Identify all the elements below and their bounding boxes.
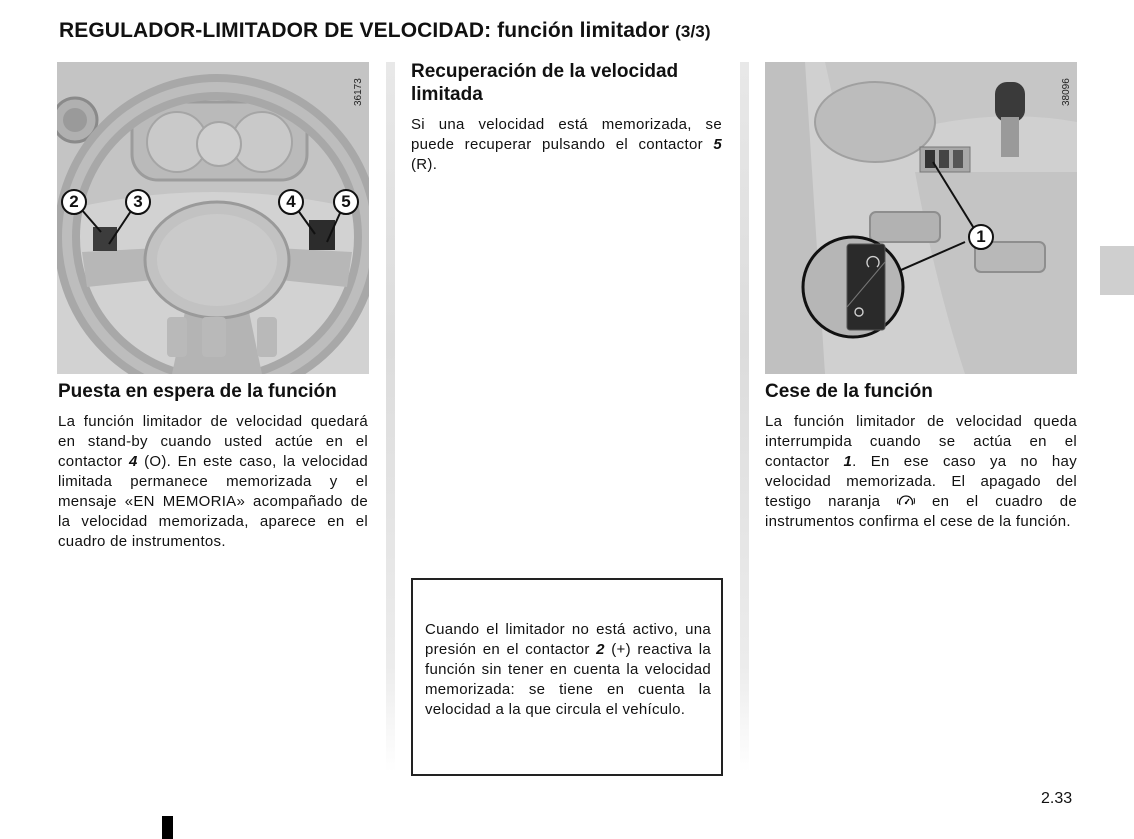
callout-1: 1 bbox=[968, 224, 994, 250]
recovery-section bbox=[411, 60, 722, 175]
standby-heading: Puesta en espera de la función bbox=[58, 381, 337, 402]
recovery-heading: Recuperación de la velocidad limitada bbox=[411, 61, 679, 105]
column-divider-right bbox=[740, 62, 749, 772]
page-title bbox=[59, 19, 711, 43]
contactor-4-ref: 4 bbox=[128, 453, 138, 470]
print-mark bbox=[162, 816, 173, 839]
steering-wheel-figure bbox=[57, 62, 369, 374]
column-divider-left bbox=[386, 62, 395, 772]
standby-section bbox=[58, 380, 368, 552]
callout-2: 2 bbox=[61, 189, 87, 215]
chapter-tab bbox=[1100, 246, 1134, 295]
contactor-2-ref: 2 bbox=[596, 641, 605, 658]
standby-text: La función limitador de velocidad quedará en stand-by cuando usted actúe en el contactor 4 (O). En este caso, la velocidad limitada permanece memorizada y el mensaje «EN MEMORIA» acompañado de la velocidad memorizada, aparece en el cuadro de instrumentos. bbox=[58, 413, 368, 550]
page-title-text: REGULADOR-LIMITADOR DE VELOCIDAD: función limitador bbox=[59, 19, 670, 42]
figure-number: 36173 bbox=[353, 78, 364, 106]
stop-heading: Cese de la función bbox=[765, 381, 933, 402]
speed-limiter-warning-icon bbox=[897, 494, 915, 508]
callout-5: 5 bbox=[333, 189, 359, 215]
figure-number: 38096 bbox=[1061, 78, 1072, 106]
callout-3: 3 bbox=[125, 189, 151, 215]
stop-text: La función limitador de velocidad queda interrumpida cuando se actúa en el contactor 1. En ese caso ya no hay velocidad memorizada. El apagado del testigo naranja en el cuadro de instrumentos confirma el cese de la función. bbox=[765, 413, 1078, 530]
page-part-indicator: (3/3) bbox=[675, 22, 711, 41]
note-text: Cuando el limitador no está activo, una presión en el contactor 2 (+) reactiva la función sin tener en cuenta la velocidad memorizada: se tiene en cuenta la velocidad a la que circula el vehículo. bbox=[425, 621, 712, 718]
stop-section bbox=[765, 380, 1077, 532]
contactor-5-ref: 5 bbox=[713, 136, 722, 153]
note-box bbox=[411, 578, 723, 776]
recovery-text: Si una velocidad está memorizada, se puede recuperar pulsando el contactor 5 (R). bbox=[411, 116, 722, 173]
steering-wheel-illustration bbox=[57, 62, 369, 374]
limiter-switch-figure bbox=[765, 62, 1077, 374]
callout-4: 4 bbox=[278, 189, 304, 215]
page-number: 2.33 bbox=[1041, 790, 1073, 807]
contactor-1-ref: 1 bbox=[843, 453, 853, 470]
dashboard-switch-illustration bbox=[765, 62, 1077, 374]
